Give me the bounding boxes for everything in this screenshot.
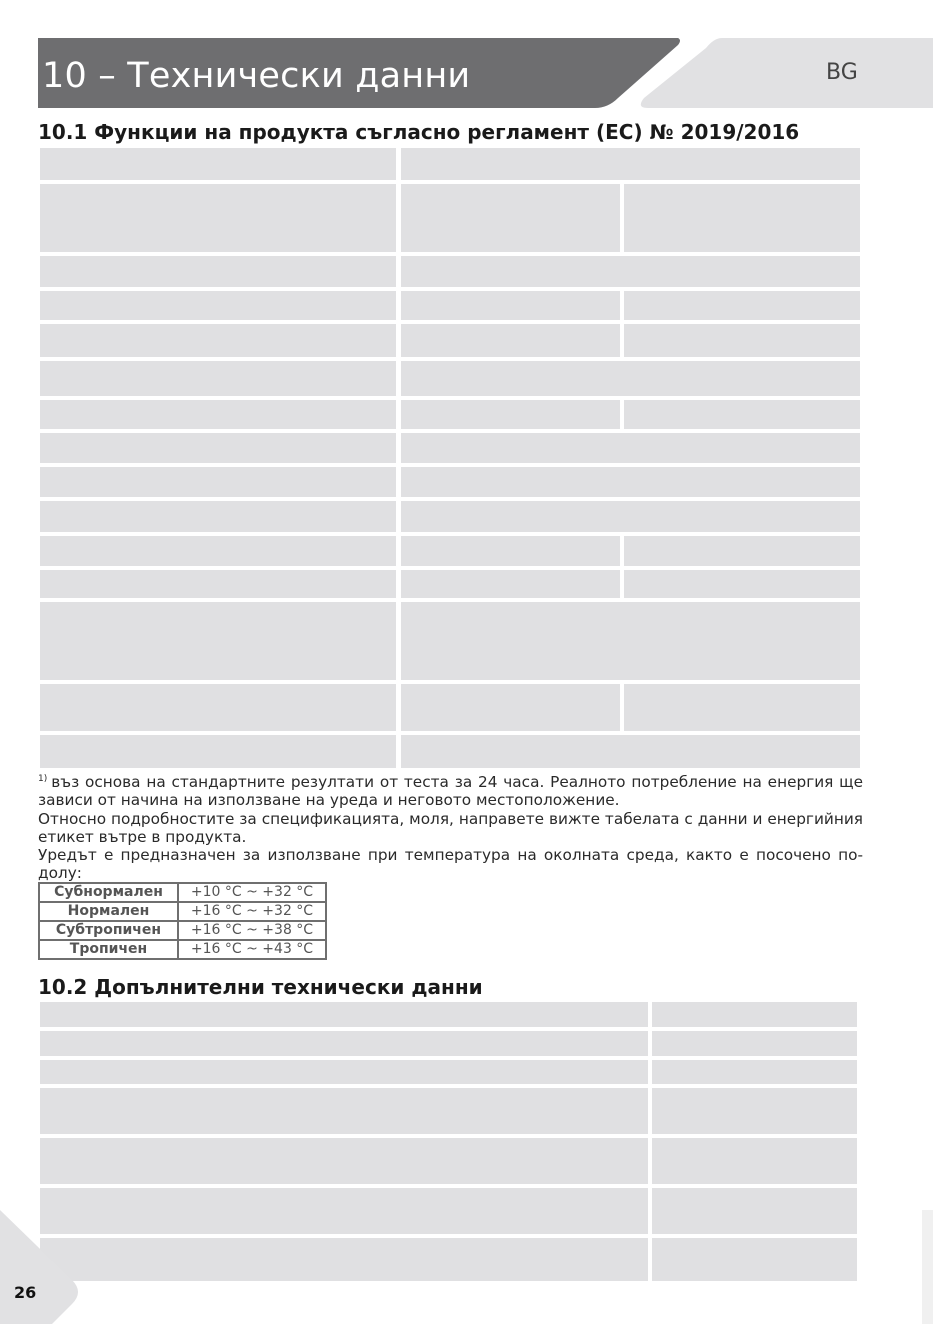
table-cell xyxy=(40,291,396,320)
table-cell xyxy=(401,256,860,287)
table-cell xyxy=(40,1002,648,1027)
footnote-1-text: въз основа на стандартните резултати от теста за 24 часа. Реалното потребление на енергия ще зависи от начина на използване на уреда и неговото местоположение. xyxy=(38,773,863,809)
table-cell xyxy=(40,400,396,429)
table-cell xyxy=(401,501,860,532)
climate-class: Тропичен xyxy=(39,940,178,959)
table-cell xyxy=(40,570,396,598)
table-cell xyxy=(40,501,396,532)
table-cell xyxy=(401,536,620,566)
temperature-range: +10 °C ~ +32 °C xyxy=(178,883,326,902)
language-code: BG xyxy=(826,60,858,85)
table-row xyxy=(39,940,326,959)
table-cell xyxy=(401,602,860,680)
temperature-range: +16 °C ~ +38 °C xyxy=(178,921,326,940)
table-cell xyxy=(401,148,860,180)
table-cell xyxy=(652,1138,857,1184)
table-cell xyxy=(401,324,620,357)
page-number: 26 xyxy=(14,1283,37,1302)
table-row xyxy=(39,902,326,921)
table-cell xyxy=(401,570,620,598)
table-cell xyxy=(40,1188,648,1234)
note-ambient-temperature: Уредът е предназначен за използване при температура на околната среда, както е посочено по-долу: xyxy=(38,846,863,882)
note-specification: Относно подробностите за спецификацията, моля, направете вижте табелата с данни и енергийния етикет вътре в продукта. xyxy=(38,810,863,846)
table-cell xyxy=(652,1031,857,1056)
edge-marker xyxy=(918,1210,933,1324)
table-cell xyxy=(401,361,860,396)
table-cell xyxy=(401,735,860,768)
table-cell xyxy=(401,291,620,320)
table-cell xyxy=(652,1238,857,1281)
table-cell xyxy=(624,400,860,429)
table-cell xyxy=(401,400,620,429)
table-cell xyxy=(40,467,396,497)
table-cell xyxy=(401,184,620,252)
page-corner-shape xyxy=(0,1200,90,1324)
table-cell xyxy=(624,684,860,731)
table-cell xyxy=(624,184,860,252)
table-cell xyxy=(652,1060,857,1084)
table-cell xyxy=(401,684,620,731)
table-cell xyxy=(652,1188,857,1234)
climate-class: Субнормален xyxy=(39,883,178,902)
table-row xyxy=(39,921,326,940)
table-cell xyxy=(40,1238,648,1281)
footnote-1 xyxy=(38,770,863,809)
table-cell xyxy=(40,735,396,768)
footnote-marker: 1) xyxy=(38,774,48,784)
climate-class-table xyxy=(38,882,327,960)
table-cell xyxy=(40,361,396,396)
table-cell xyxy=(40,1138,648,1184)
table-cell xyxy=(401,433,860,463)
table-cell xyxy=(40,1060,648,1084)
table-cell xyxy=(401,467,860,497)
table-cell xyxy=(40,536,396,566)
table-cell xyxy=(624,291,860,320)
climate-class: Нормален xyxy=(39,902,178,921)
table-row xyxy=(39,883,326,902)
table-cell xyxy=(624,536,860,566)
table-cell xyxy=(624,324,860,357)
table-cell xyxy=(40,1031,648,1056)
table-cell xyxy=(40,324,396,357)
table-cell xyxy=(40,256,396,287)
temperature-range: +16 °C ~ +43 °C xyxy=(178,940,326,959)
table-cell xyxy=(40,184,396,252)
section-heading-10-1: 10.1 Функции на продукта съгласно регламент (ЕС) № 2019/2016 xyxy=(38,120,800,144)
table-cell xyxy=(652,1002,857,1027)
chapter-title: 10 – Технически данни xyxy=(42,56,471,96)
table-cell xyxy=(40,1088,648,1134)
table-cell xyxy=(624,570,860,598)
table-cell xyxy=(40,433,396,463)
climate-class: Субтропичен xyxy=(39,921,178,940)
temperature-range: +16 °C ~ +32 °C xyxy=(178,902,326,921)
table-cell xyxy=(40,684,396,731)
table-cell xyxy=(40,148,396,180)
section-heading-10-2: 10.2 Допълнителни технически данни xyxy=(38,975,483,999)
table-cell xyxy=(40,602,396,680)
table-cell xyxy=(652,1088,857,1134)
